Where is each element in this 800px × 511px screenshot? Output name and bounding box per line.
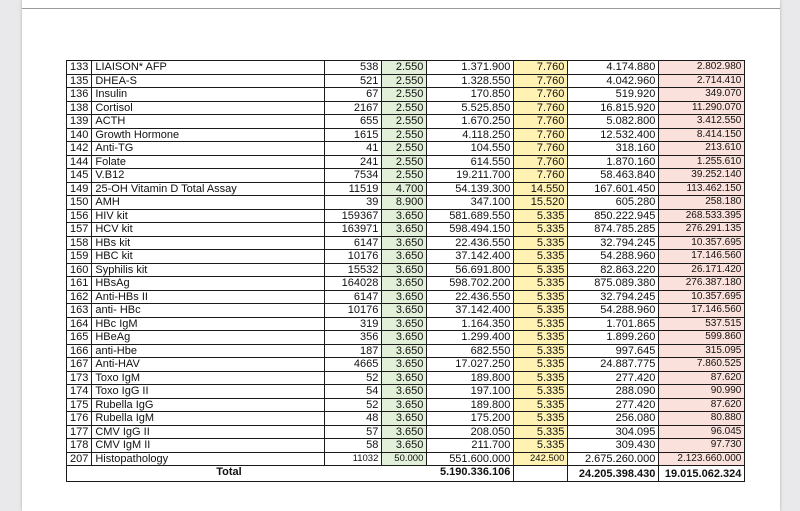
cost-2-cell: 874.785.285 — [568, 223, 659, 237]
cost-1-cell: 1.164.350 — [427, 317, 514, 331]
unit-price-1-cell: 3.650 — [382, 304, 427, 318]
row-number-cell: 161 — [67, 277, 92, 291]
cost-2-cell: 5.082.800 — [568, 115, 659, 129]
unit-price-2-cell: 5.335 — [514, 439, 568, 453]
unit-price-1-cell: 4.700 — [382, 182, 427, 196]
cost-1-cell: 189.800 — [427, 371, 514, 385]
unit-price-1-cell: 2.550 — [382, 142, 427, 156]
table-row — [67, 263, 745, 277]
cost-2-cell: 850.222.945 — [568, 209, 659, 223]
total-label: Total — [216, 466, 242, 478]
row-number-cell: 138 — [67, 101, 92, 115]
cost-2-cell: 58.463.840 — [568, 169, 659, 183]
unit-price-1-cell: 3.650 — [382, 263, 427, 277]
cost-2-cell: 4.042.960 — [568, 74, 659, 88]
total-row — [67, 466, 745, 482]
cost-1-cell: 175.200 — [427, 412, 514, 426]
difference-cell: 258.180 — [659, 196, 745, 210]
unit-price-2-cell: 7.760 — [514, 169, 568, 183]
test-name-cell: DHEA-S — [92, 74, 325, 88]
difference-cell: 80.880 — [659, 412, 745, 426]
quantity-cell: 10176 — [325, 304, 382, 318]
cost-1-cell: 56.691.800 — [427, 263, 514, 277]
table-row — [67, 452, 745, 466]
unit-price-2-cell: 5.335 — [514, 412, 568, 426]
unit-price-2-cell: 5.335 — [514, 317, 568, 331]
difference-cell: 3.412.550 — [659, 115, 745, 129]
table-row — [67, 277, 745, 291]
quantity-cell: 58 — [325, 439, 382, 453]
unit-price-2-cell: 5.335 — [514, 385, 568, 399]
unit-price-2-cell: 242.500 — [514, 452, 568, 466]
row-number-cell: 162 — [67, 290, 92, 304]
unit-price-1-cell: 3.650 — [382, 209, 427, 223]
cost-2-cell: 82.863.220 — [568, 263, 659, 277]
unit-price-1-cell: 2.550 — [382, 169, 427, 183]
difference-cell: 276.291.135 — [659, 223, 745, 237]
unit-price-2-cell: 7.760 — [514, 101, 568, 115]
difference-cell: 2.802.980 — [659, 61, 745, 75]
test-name-cell: anti- HBc — [92, 304, 325, 318]
cost-1-cell: 5.525.850 — [427, 101, 514, 115]
unit-price-2-cell: 5.335 — [514, 331, 568, 345]
quantity-cell: 521 — [325, 74, 382, 88]
cost-table — [66, 60, 745, 482]
quantity-cell: 187 — [325, 344, 382, 358]
table-row — [67, 115, 745, 129]
test-name-cell: Anti-HAV — [92, 358, 325, 372]
test-name-cell: LIAISON* AFP — [92, 61, 325, 75]
unit-price-2-cell: 5.335 — [514, 304, 568, 318]
row-number-cell: 174 — [67, 385, 92, 399]
quantity-cell: 52 — [325, 398, 382, 412]
test-name-cell: Anti-TG — [92, 142, 325, 156]
quantity-cell: 48 — [325, 412, 382, 426]
row-number-cell: 166 — [67, 344, 92, 358]
test-name-cell: AMH — [92, 196, 325, 210]
quantity-cell: 6147 — [325, 236, 382, 250]
quantity-cell: 241 — [325, 155, 382, 169]
test-name-cell: Toxo IgM — [92, 371, 325, 385]
quantity-cell: 164028 — [325, 277, 382, 291]
unit-price-1-cell: 3.650 — [382, 439, 427, 453]
table-row — [67, 290, 745, 304]
cost-1-cell: 37.142.400 — [427, 304, 514, 318]
difference-cell: 96.045 — [659, 425, 745, 439]
row-number-cell: 135 — [67, 74, 92, 88]
cost-1-cell: 170.850 — [427, 88, 514, 102]
table-row — [67, 61, 745, 75]
table-row — [67, 304, 745, 318]
difference-cell: 26.171.420 — [659, 263, 745, 277]
table-row — [67, 331, 745, 345]
unit-price-1-cell: 2.550 — [382, 61, 427, 75]
total-c2: 24.205.398.430 — [568, 466, 659, 482]
test-name-cell: Syphilis kit — [92, 263, 325, 277]
cost-1-cell: 54.139.300 — [427, 182, 514, 196]
total-c3: 19.015.062.324 — [659, 466, 745, 482]
cost-2-cell: 309.430 — [568, 439, 659, 453]
cost-2-cell: 605.280 — [568, 196, 659, 210]
row-number-cell: 142 — [67, 142, 92, 156]
table-row — [67, 317, 745, 331]
difference-cell: 268.533.395 — [659, 209, 745, 223]
cost-1-cell: 682.550 — [427, 344, 514, 358]
test-name-cell: ACTH — [92, 115, 325, 129]
unit-price-1-cell: 3.650 — [382, 290, 427, 304]
cost-1-cell: 22.436.550 — [427, 290, 514, 304]
row-number-cell: 164 — [67, 317, 92, 331]
table-row — [67, 209, 745, 223]
difference-cell: 276.387.180 — [659, 277, 745, 291]
test-name-cell: HIV kit — [92, 209, 325, 223]
difference-cell: 17.146.560 — [659, 250, 745, 264]
cost-1-cell: 614.550 — [427, 155, 514, 169]
quantity-cell: 356 — [325, 331, 382, 345]
table-row — [67, 371, 745, 385]
table-row — [67, 223, 745, 237]
quantity-cell: 10176 — [325, 250, 382, 264]
difference-cell: 17.146.560 — [659, 304, 745, 318]
quantity-cell: 159367 — [325, 209, 382, 223]
table-row — [67, 169, 745, 183]
row-number-cell: 159 — [67, 250, 92, 264]
test-name-cell: CMV IgG II — [92, 425, 325, 439]
table-row — [67, 412, 745, 426]
cost-1-cell: 104.550 — [427, 142, 514, 156]
cost-1-cell: 1.670.250 — [427, 115, 514, 129]
quantity-cell: 7534 — [325, 169, 382, 183]
table-row — [67, 398, 745, 412]
unit-price-2-cell: 5.335 — [514, 277, 568, 291]
cost-1-cell: 347.100 — [427, 196, 514, 210]
cost-2-cell: 519.920 — [568, 88, 659, 102]
cost-1-cell: 598.702.200 — [427, 277, 514, 291]
unit-price-1-cell: 3.650 — [382, 317, 427, 331]
unit-price-2-cell: 5.335 — [514, 371, 568, 385]
unit-price-1-cell: 3.650 — [382, 344, 427, 358]
table-row — [67, 182, 745, 196]
quantity-cell: 54 — [325, 385, 382, 399]
row-number-cell: 149 — [67, 182, 92, 196]
cost-2-cell: 256.080 — [568, 412, 659, 426]
cost-2-cell: 288.090 — [568, 385, 659, 399]
row-number-cell: 136 — [67, 88, 92, 102]
cost-2-cell: 304.095 — [568, 425, 659, 439]
unit-price-1-cell: 2.550 — [382, 88, 427, 102]
unit-price-2-cell: 7.760 — [514, 142, 568, 156]
unit-price-1-cell: 3.650 — [382, 371, 427, 385]
row-number-cell: 173 — [67, 371, 92, 385]
test-name-cell: CMV IgM II — [92, 439, 325, 453]
quantity-cell: 11519 — [325, 182, 382, 196]
table-row — [67, 250, 745, 264]
cost-2-cell: 54.288.960 — [568, 250, 659, 264]
cost-2-cell: 318.160 — [568, 142, 659, 156]
difference-cell: 315.095 — [659, 344, 745, 358]
test-name-cell: Folate — [92, 155, 325, 169]
cost-1-cell: 581.689.550 — [427, 209, 514, 223]
unit-price-1-cell: 3.650 — [382, 425, 427, 439]
row-number-cell: 177 — [67, 425, 92, 439]
difference-cell: 90.990 — [659, 385, 745, 399]
unit-price-2-cell: 5.335 — [514, 236, 568, 250]
row-number-cell: 139 — [67, 115, 92, 129]
page-top-border — [22, 8, 780, 9]
cost-2-cell: 875.089.380 — [568, 277, 659, 291]
cost-1-cell: 1.328.550 — [427, 74, 514, 88]
quantity-cell: 163971 — [325, 223, 382, 237]
test-name-cell: V.B12 — [92, 169, 325, 183]
unit-price-2-cell: 5.335 — [514, 398, 568, 412]
test-name-cell: HBs kit — [92, 236, 325, 250]
difference-cell: 113.462.150 — [659, 182, 745, 196]
difference-cell: 537.515 — [659, 317, 745, 331]
cost-2-cell: 32.794.245 — [568, 236, 659, 250]
row-number-cell: 165 — [67, 331, 92, 345]
test-name-cell: Anti-HBs II — [92, 290, 325, 304]
test-name-cell: HBC kit — [92, 250, 325, 264]
row-number-cell: 140 — [67, 128, 92, 142]
quantity-cell: 41 — [325, 142, 382, 156]
row-number-cell: 158 — [67, 236, 92, 250]
cost-2-cell: 32.794.245 — [568, 290, 659, 304]
quantity-cell: 655 — [325, 115, 382, 129]
unit-price-2-cell: 5.335 — [514, 223, 568, 237]
unit-price-1-cell: 2.550 — [382, 115, 427, 129]
row-number-cell: 160 — [67, 263, 92, 277]
cost-2-cell: 1.899.260 — [568, 331, 659, 345]
cost-1-cell: 22.436.550 — [427, 236, 514, 250]
cost-2-cell: 1.701.865 — [568, 317, 659, 331]
difference-cell: 2.714.410 — [659, 74, 745, 88]
cost-2-cell: 54.288.960 — [568, 304, 659, 318]
unit-price-1-cell: 2.550 — [382, 101, 427, 115]
test-name-cell: HBc IgM — [92, 317, 325, 331]
quantity-cell: 67 — [325, 88, 382, 102]
table-row — [67, 128, 745, 142]
table-row — [67, 196, 745, 210]
cost-2-cell: 24.887.775 — [568, 358, 659, 372]
cost-1-cell: 19.211.700 — [427, 169, 514, 183]
test-name-cell: Insulin — [92, 88, 325, 102]
unit-price-2-cell: 5.335 — [514, 263, 568, 277]
cost-1-cell: 598.494.150 — [427, 223, 514, 237]
test-name-cell: 25-OH Vitamin D Total Assay — [92, 182, 325, 196]
cost-1-cell: 208.050 — [427, 425, 514, 439]
row-number-cell: 156 — [67, 209, 92, 223]
difference-cell: 1.255.610 — [659, 155, 745, 169]
unit-price-1-cell: 3.650 — [382, 277, 427, 291]
table-row — [67, 101, 745, 115]
cost-2-cell: 277.420 — [568, 371, 659, 385]
difference-cell: 87.620 — [659, 371, 745, 385]
cost-2-cell: 997.645 — [568, 344, 659, 358]
quantity-cell: 39 — [325, 196, 382, 210]
row-number-cell: 157 — [67, 223, 92, 237]
test-name-cell: Histopathology — [92, 452, 325, 466]
difference-cell: 7.860.525 — [659, 358, 745, 372]
difference-cell: 10.357.695 — [659, 236, 745, 250]
table-row — [67, 74, 745, 88]
table-row — [67, 385, 745, 399]
row-number-cell: 163 — [67, 304, 92, 318]
difference-cell: 39.252.140 — [659, 169, 745, 183]
table-body — [67, 61, 745, 466]
table-row — [67, 155, 745, 169]
cost-1-cell: 211.700 — [427, 439, 514, 453]
test-name-cell: Rubella IgM — [92, 412, 325, 426]
unit-price-2-cell: 15.520 — [514, 196, 568, 210]
table-row — [67, 439, 745, 453]
unit-price-2-cell: 7.760 — [514, 61, 568, 75]
table-row — [67, 425, 745, 439]
total-empty-cell — [514, 466, 568, 482]
row-number-cell: 167 — [67, 358, 92, 372]
row-number-cell: 175 — [67, 398, 92, 412]
unit-price-2-cell: 5.335 — [514, 250, 568, 264]
quantity-cell: 4665 — [325, 358, 382, 372]
cost-1-cell: 197.100 — [427, 385, 514, 399]
unit-price-1-cell: 3.650 — [382, 358, 427, 372]
cost-2-cell: 2.675.260.000 — [568, 452, 659, 466]
difference-cell: 2.123.660.000 — [659, 452, 745, 466]
row-number-cell: 150 — [67, 196, 92, 210]
unit-price-1-cell: 8.900 — [382, 196, 427, 210]
cost-1-cell: 1.299.400 — [427, 331, 514, 345]
unit-price-1-cell: 3.650 — [382, 412, 427, 426]
unit-price-2-cell: 5.335 — [514, 209, 568, 223]
cost-1-cell: 17.027.250 — [427, 358, 514, 372]
row-number-cell: 144 — [67, 155, 92, 169]
quantity-cell: 319 — [325, 317, 382, 331]
unit-price-1-cell: 2.550 — [382, 128, 427, 142]
test-name-cell: Toxo IgG II — [92, 385, 325, 399]
unit-price-2-cell: 7.760 — [514, 88, 568, 102]
unit-price-2-cell: 7.760 — [514, 155, 568, 169]
table-row — [67, 236, 745, 250]
cost-2-cell: 167.601.450 — [568, 182, 659, 196]
quantity-cell: 15532 — [325, 263, 382, 277]
spreadsheet-page — [22, 0, 780, 511]
unit-price-1-cell: 3.650 — [382, 398, 427, 412]
unit-price-2-cell: 5.335 — [514, 358, 568, 372]
unit-price-2-cell: 7.760 — [514, 74, 568, 88]
quantity-cell: 57 — [325, 425, 382, 439]
unit-price-1-cell: 3.650 — [382, 236, 427, 250]
quantity-cell: 2167 — [325, 101, 382, 115]
unit-price-2-cell: 7.760 — [514, 128, 568, 142]
row-number-cell: 133 — [67, 61, 92, 75]
test-name-cell: Rubella IgG — [92, 398, 325, 412]
cost-1-cell: 4.118.250 — [427, 128, 514, 142]
quantity-cell: 1615 — [325, 128, 382, 142]
unit-price-1-cell: 2.550 — [382, 74, 427, 88]
unit-price-1-cell: 2.550 — [382, 155, 427, 169]
quantity-cell: 11032 — [325, 452, 382, 466]
cost-1-cell: 551.600.000 — [427, 452, 514, 466]
quantity-cell: 52 — [325, 371, 382, 385]
unit-price-1-cell: 3.650 — [382, 223, 427, 237]
difference-cell: 97.730 — [659, 439, 745, 453]
difference-cell: 87.620 — [659, 398, 745, 412]
table-row — [67, 344, 745, 358]
cost-1-cell: 37.142.400 — [427, 250, 514, 264]
unit-price-1-cell: 50.000 — [382, 452, 427, 466]
difference-cell: 8.414.150 — [659, 128, 745, 142]
test-name-cell: HBsAg — [92, 277, 325, 291]
total-c1: 5.190.336.106 — [440, 466, 511, 478]
cost-2-cell: 1.870.160 — [568, 155, 659, 169]
cost-1-cell: 1.371.900 — [427, 61, 514, 75]
difference-cell: 349.070 — [659, 88, 745, 102]
unit-price-2-cell: 5.335 — [514, 425, 568, 439]
row-number-cell: 145 — [67, 169, 92, 183]
unit-price-2-cell: 7.760 — [514, 115, 568, 129]
difference-cell: 213.610 — [659, 142, 745, 156]
difference-cell: 599.860 — [659, 331, 745, 345]
row-number-cell: 207 — [67, 452, 92, 466]
row-number-cell: 178 — [67, 439, 92, 453]
test-name-cell: Cortisol — [92, 101, 325, 115]
cost-2-cell: 16.815.920 — [568, 101, 659, 115]
unit-price-2-cell: 5.335 — [514, 344, 568, 358]
unit-price-1-cell: 3.650 — [382, 250, 427, 264]
difference-cell: 10.357.695 — [659, 290, 745, 304]
test-name-cell: anti-Hbe — [92, 344, 325, 358]
cost-2-cell: 277.420 — [568, 398, 659, 412]
row-number-cell: 176 — [67, 412, 92, 426]
test-name-cell: HBeAg — [92, 331, 325, 345]
unit-price-1-cell: 3.650 — [382, 331, 427, 345]
quantity-cell: 538 — [325, 61, 382, 75]
table-row — [67, 88, 745, 102]
unit-price-2-cell: 5.335 — [514, 290, 568, 304]
test-name-cell: Growth Hormone — [92, 128, 325, 142]
table-row — [67, 358, 745, 372]
test-name-cell: HCV kit — [92, 223, 325, 237]
cost-1-cell: 189.800 — [427, 398, 514, 412]
total-label-cell — [67, 466, 514, 482]
cost-2-cell: 12.532.400 — [568, 128, 659, 142]
unit-price-2-cell: 14.550 — [514, 182, 568, 196]
cost-2-cell: 4.174.880 — [568, 61, 659, 75]
quantity-cell: 6147 — [325, 290, 382, 304]
unit-price-1-cell: 3.650 — [382, 385, 427, 399]
difference-cell: 11.290.070 — [659, 101, 745, 115]
table-row — [67, 142, 745, 156]
